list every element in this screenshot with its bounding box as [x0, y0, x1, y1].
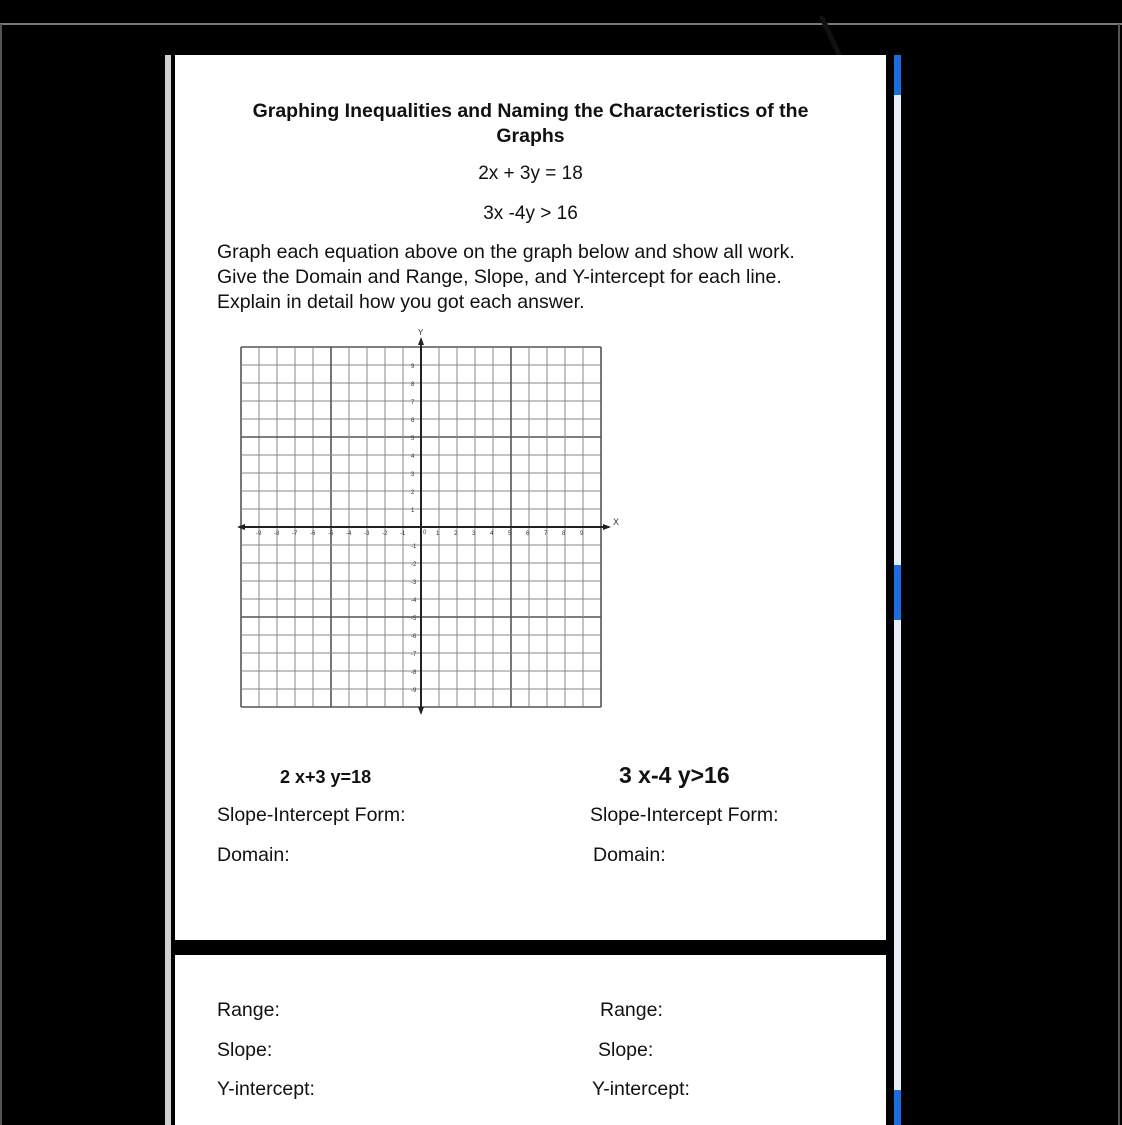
- left-slope-label: Slope:: [217, 1039, 273, 1061]
- y-axis-arrow-down: [418, 707, 424, 715]
- screen-top-strip: [0, 0, 1122, 24]
- instruction-line: Explain in detail how you got each answer.: [217, 291, 585, 313]
- left-y-intercept-label: Y-intercept:: [217, 1078, 315, 1100]
- worksheet-page-1: [175, 55, 886, 940]
- left-slope-intercept-label: Slope-Intercept Form:: [217, 804, 406, 826]
- x-tick-label: -7: [292, 531, 298, 537]
- x-axis-arrow-right: [603, 524, 611, 530]
- right-domain-label: Domain:: [593, 844, 666, 866]
- x-tick-label: -6: [310, 531, 316, 537]
- y-tick-label: -9: [411, 688, 417, 694]
- x-tick-label: 3: [472, 531, 476, 537]
- origin-label: 0: [423, 530, 427, 536]
- x-tick-label: 8: [562, 531, 566, 537]
- equation-1: 2x + 3y = 18: [478, 163, 583, 184]
- equation-2: 3x -4y > 16: [483, 203, 578, 224]
- y-tick-label: 8: [411, 382, 415, 388]
- y-tick-label: 1: [411, 508, 415, 514]
- x-tick-label: 6: [526, 531, 530, 537]
- worksheet-page-2: [175, 955, 886, 1125]
- y-tick-label: -1: [411, 544, 417, 550]
- x-tick-label: -5: [328, 531, 334, 537]
- scroll-track-segment: [894, 620, 901, 1090]
- worksheet-title: [175, 99, 886, 149]
- right-slope-label: Slope:: [598, 1039, 654, 1061]
- x-tick-label: 2: [454, 531, 458, 537]
- scroll-track-segment: [894, 95, 901, 565]
- x-tick-label: 9: [580, 531, 584, 537]
- right-y-intercept-label: Y-intercept:: [592, 1078, 690, 1100]
- y-tick-label: -2: [411, 562, 417, 568]
- y-tick-label: 6: [411, 418, 415, 424]
- left-equation-heading: 2 x+3 y=18: [280, 767, 372, 787]
- y-tick-label: 7: [411, 400, 415, 406]
- y-tick-label: -5: [411, 616, 417, 622]
- frame-top-border: [0, 23, 1122, 25]
- y-tick-label: 5: [411, 436, 415, 442]
- x-tick-label: 1: [436, 531, 440, 537]
- x-tick-label: -8: [274, 531, 280, 537]
- x-tick-label: 4: [490, 531, 494, 537]
- frame-left-border: [0, 24, 2, 1125]
- x-tick-label: -3: [364, 531, 370, 537]
- y-tick-label: -8: [411, 670, 417, 676]
- coordinate-grid: [237, 328, 627, 717]
- x-tick-label: -9: [256, 531, 262, 537]
- right-range-label: Range:: [600, 999, 663, 1021]
- instructions: [217, 240, 857, 315]
- y-tick-label: -7: [411, 652, 417, 658]
- x-tick-label: -4: [346, 531, 352, 537]
- y-tick-label: -4: [411, 598, 417, 604]
- y-tick-label: 9: [411, 364, 415, 370]
- y-axis-arrow-up: [418, 337, 424, 345]
- frame-right-border: [1118, 24, 1120, 1125]
- title-line-2: Graphs: [496, 125, 565, 147]
- x-tick-label: -2: [382, 531, 388, 537]
- x-tick-label: 5: [508, 531, 512, 537]
- right-equation-heading: 3 x-4 y>16: [619, 762, 730, 788]
- x-axis-label: X: [613, 517, 620, 527]
- y-tick-label: -3: [411, 580, 417, 586]
- y-tick-label: 4: [411, 454, 415, 460]
- right-slope-intercept-label: Slope-Intercept Form:: [590, 804, 779, 826]
- left-range-label: Range:: [217, 999, 280, 1021]
- y-axis-label: Y: [418, 328, 424, 337]
- x-tick-label: -1: [400, 531, 406, 537]
- instruction-line: Graph each equation above on the graph below and show all work.: [217, 241, 795, 263]
- sheet-left-edge: [165, 55, 171, 1125]
- left-domain-label: Domain:: [217, 844, 290, 866]
- y-tick-label: 3: [411, 472, 415, 478]
- x-tick-label: 7: [544, 531, 548, 537]
- y-tick-label: -6: [411, 634, 417, 640]
- title-line-1: Graphing Inequalities and Naming the Characteristics of the: [252, 100, 809, 122]
- instruction-line: Give the Domain and Range, Slope, and Y-intercept for each line.: [217, 266, 782, 288]
- scroll-track[interactable]: [894, 55, 901, 1125]
- y-tick-label: 2: [411, 490, 415, 496]
